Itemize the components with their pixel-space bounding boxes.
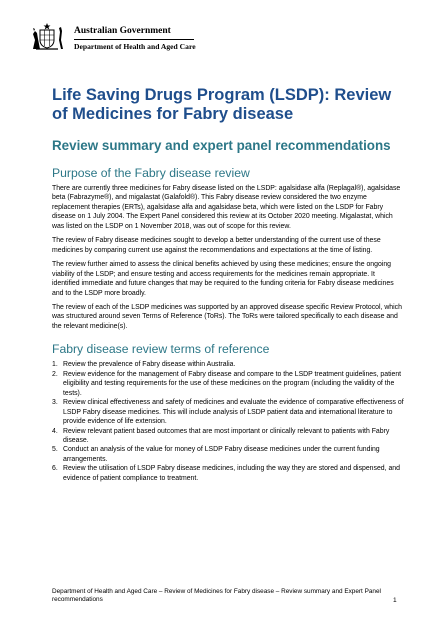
list-item-text: Conduct an analysis of the value for money of LSDP Fabry disease medicines under the current funding arrangements. (63, 446, 380, 463)
page-title: Life Saving Drugs Program (LSDP): Review of Medicines for Fabry disease (52, 86, 392, 123)
list-item (52, 398, 404, 426)
department-name: Department of Health and Aged Care (74, 42, 196, 51)
list-item-text: Review relevant patient based outcomes that are most important or clinically relevant to patients with Fabry disease. (63, 427, 390, 444)
purpose-paragraph: There are currently three medicines for Fabry disease listed on the LSDP: agalsidase alfa (Replagal®), agalsidase beta (Fabrazyme®), and migalastat (Galafold®). This Fabry disease review considered the two enzyme replacement therapies (ERTs), agalsidase alfa and agalsidase beta, which were listed on the LSDP for Fabry disease on 1 July 2004. The Expert Panel considered this review at its October 2020 meeting. Migalastat, which was listed on the LSDP on 1 November 2018, was out of scope for this review. (52, 185, 401, 230)
list-item (52, 445, 404, 464)
page-footer: Department of Health and Aged Care – Review of Medicines for Fabry disease – Review summary and Expert Panel recommendations (52, 588, 381, 604)
list-item-number: 4. (52, 427, 58, 435)
list-item-text: Review the utilisation of LSDP Fabry disease medicines, including the way they are stored and dispensed, and evidence of patient compliance to treatment. (63, 465, 400, 482)
list-item (52, 370, 404, 398)
list-item-text: Review evidence for the management of Fabry disease and compare to the LSDP treatment guidelines, patient eligibility and testing requirements for the use of these medicines on the program (including the validity of the tests). (63, 370, 402, 397)
purpose-paragraph: The review of Fabry disease medicines sought to develop a better understanding of the current use of these medicines by comparing current use against the recommendations and expectations at the time of listing. (52, 237, 381, 254)
list-item-number: 3. (52, 399, 58, 407)
page-subtitle: Review summary and expert panel recommendations (52, 138, 391, 153)
government-name: Australian Government (74, 26, 171, 36)
list-item-number: 6. (52, 465, 58, 473)
terms-list (52, 360, 404, 483)
purpose-heading: Purpose of the Fabry disease review (52, 166, 250, 180)
list-item-text: Review clinical effectiveness and safety of medicines and evaluate the evidence of comparative effectiveness of LSDP Fabry disease medicines. This will include analysis of LSDP patient data and international literature to provide evidence of life extension. (63, 399, 404, 426)
list-item-number: 1. (52, 361, 58, 369)
list-item (52, 464, 404, 483)
header-divider (74, 39, 194, 40)
terms-heading: Fabry disease review terms of reference (52, 342, 270, 357)
list-item (52, 427, 404, 446)
purpose-paragraph: The review of each of the LSDP medicines was supported by an approved disease specific Review Protocol, which was structured around seven Terms of Reference (ToRs). The ToRs were tailored specifically to each disease and the relevant medicine(s). (52, 303, 402, 330)
purpose-paragraph: The review further aimed to assess the clinical benefits achieved by using these medicines; ensure the ongoing viability of the LSDP; and ensure testing and access requirements for the medicines remain appropriate. It identified immediate and future changes that may be required to the funding criteria for Fabry disease medicines and to the LSDP more broadly. (52, 261, 394, 297)
list-item-text: Review the prevalence of Fabry disease within Australia. (63, 361, 236, 369)
list-item (52, 360, 404, 369)
coat-of-arms-icon (30, 22, 64, 52)
list-item-number: 2. (52, 370, 58, 378)
list-item-number: 5. (52, 446, 58, 454)
page-number: 1 (393, 597, 397, 604)
main-content (52, 86, 404, 483)
